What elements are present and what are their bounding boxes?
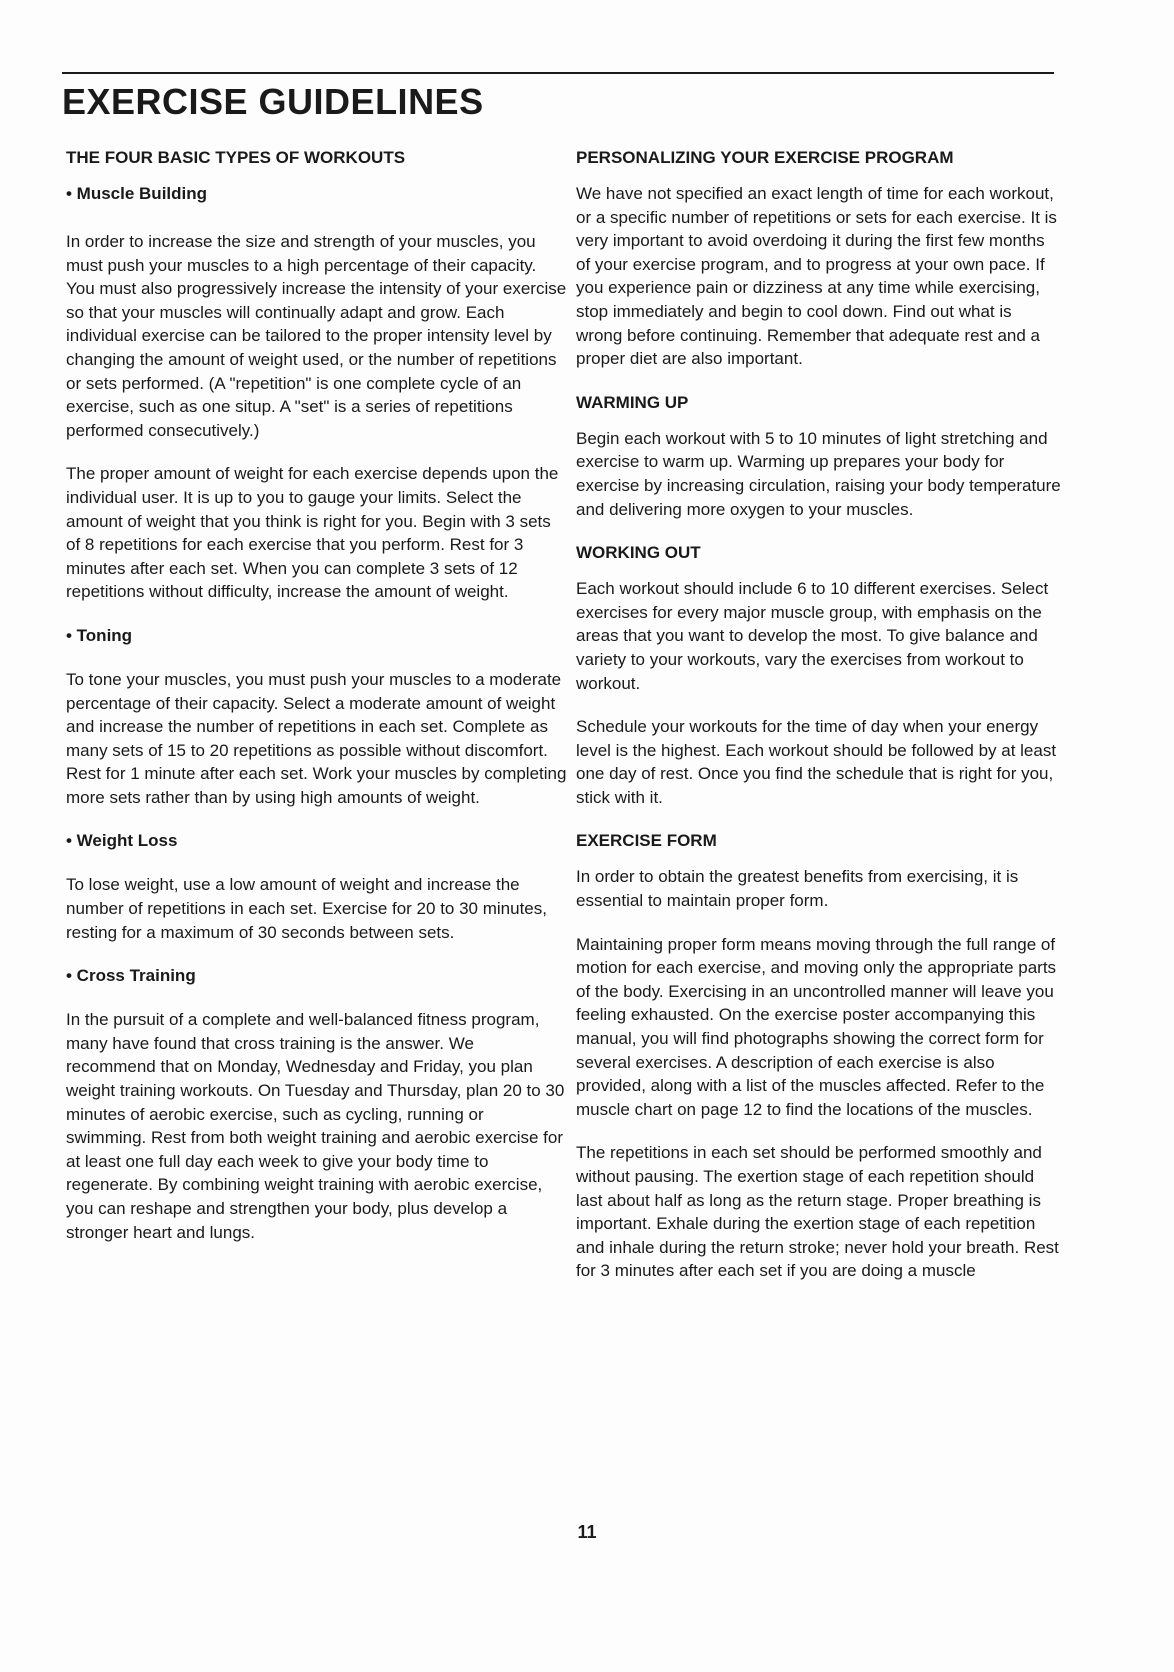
paragraph-muscle-building-2: The proper amount of weight for each exercise depends upon the individual user. It is up to you to gauge your limits. Select the amount of weight that you think is right for you. Begin with 3 sets of 8 repetitions for each exercise that you perform. Rest for 3 minutes after each set. When you can complete 3 sets of 12 repetitions without difficulty, increase the amount of weight.: [66, 464, 559, 602]
subheading-toning: • Toning: [66, 625, 133, 645]
right-column: [576, 146, 1062, 1283]
page-number: 11: [577, 1522, 597, 1542]
paragraph-working-out-2: Schedule your workouts for the time of day when your energy level is the highest. Each workout should be followed by at least one day of rest. Once you find the schedule that is right for you, stick with it.: [576, 717, 1057, 807]
paragraph-exercise-form-1: In order to obtain the greatest benefits from exercising, it is essential to maintain proper form.: [576, 867, 1019, 911]
section-heading-exercise-form: EXERCISE FORM: [576, 831, 717, 851]
section-heading-warming-up: WARMING UP: [576, 392, 689, 412]
paragraph-toning: To tone your muscles, you must push your muscles to a moderate percentage of their capacity. Select a moderate amount of weight and increase the number of repetitions in each set. Complete as many sets of 15 to 20 repetitions as possible without discomfort. Rest for 1 minute after each set. Work your muscles by completing more sets rather than by using high amounts of weight.: [66, 669, 567, 807]
subheading-cross-training: • Cross Training: [66, 966, 196, 986]
section-heading-personalizing: PERSONALIZING YOUR EXERCISE PROGRAM: [576, 148, 954, 167]
paragraph-weight-loss: To lose weight, use a low amount of weight and increase the number of repetitions in each set. Exercise for 20 to 30 minutes, resting for a maximum of 30 seconds between sets.: [66, 875, 547, 942]
paragraph-cross-training: In the pursuit of a complete and well-balanced fitness program, many have found that cross training is the answer. We recommend that on Monday, Wednesday and Friday, you plan weight training workouts. On Tuesday and Thursday, plan 20 to 30 minutes of aerobic exercise, such as cycling, running or swimming. Rest from both weight training and aerobic exercise for at least one full day each week to give your body time to regenerate. By combining weight training with aerobic exercise, you can reshape and strengthen your body, plus develop a stronger heart and lungs.: [66, 1010, 565, 1242]
page-title: EXERCISE GUIDELINES: [62, 81, 484, 122]
paragraph-muscle-building-1: In order to increase the size and strength of your muscles, you must push your muscles to a high percentage of their capacity. You must also progressively increase the intensity of your exercise so that your muscles will continually adapt and grow. Each individual exercise can be tailored to the proper intensity level by changing the amount of weight used, or the number of repetitions or sets performed. (A "repetition" is one complete cycle of an exercise, such as one situp. A "set" is a series of repetitions performed consecutively.): [66, 232, 567, 440]
paragraph-exercise-form-3: The repetitions in each set should be performed smoothly and without pausing. The exertion stage of each repetition should last about half as long as the return stage. Proper breathing is important. Exhale during the exertion stage of each repetition and inhale during the return stroke; never hold your breath. Rest for 3 minutes after each set if you are doing a muscle: [576, 1143, 1059, 1281]
title-rule: [62, 72, 1054, 74]
subheading-weight-loss: • Weight Loss: [66, 831, 178, 851]
paragraph-exercise-form-2: Maintaining proper form means moving through the full range of motion for each exercise, and moving only the appropriate parts of the body. Exercising in an uncontrolled manner will leave you feeling exhausted. On the exercise poster accompanying this manual, you will find photographs showing the correct form for several exercises. A description of each exercise is also provided, along with a list of the muscles affected. Refer to the muscle chart on page 12 to find the locations of the muscles.: [576, 934, 1057, 1119]
paragraph-personalizing: We have not specified an exact length of time for each workout, or a specific number of repetitions or sets for each exercise. It is very important to avoid overdoing it during the first few months of your exercise program, and to progress at your own pace. If you experience pain or dizziness at any time while exercising, stop immediately and begin to cool down. Find out what is wrong before continuing. Remember that adequate rest and a proper diet are also important.: [576, 184, 1057, 369]
left-column: [66, 146, 568, 1244]
section-heading-four-basic-types: THE FOUR BASIC TYPES OF WORKOUTS: [66, 148, 406, 167]
subheading-muscle-building: • Muscle Building: [66, 184, 208, 203]
paragraph-working-out-1: Each workout should include 6 to 10 different exercises. Select exercises for every major muscle group, with emphasis on the areas that you want to develop the most. To give balance and variety to your workouts, vary the exercises from workout to workout.: [576, 579, 1049, 693]
paragraph-warming-up: Begin each workout with 5 to 10 minutes of light stretching and exercise to warm up. Warming up prepares your body for exercise by increasing circulation, raising your body temperature and delivering more oxygen to your muscles.: [576, 428, 1061, 519]
section-heading-working-out: WORKING OUT: [576, 543, 701, 563]
